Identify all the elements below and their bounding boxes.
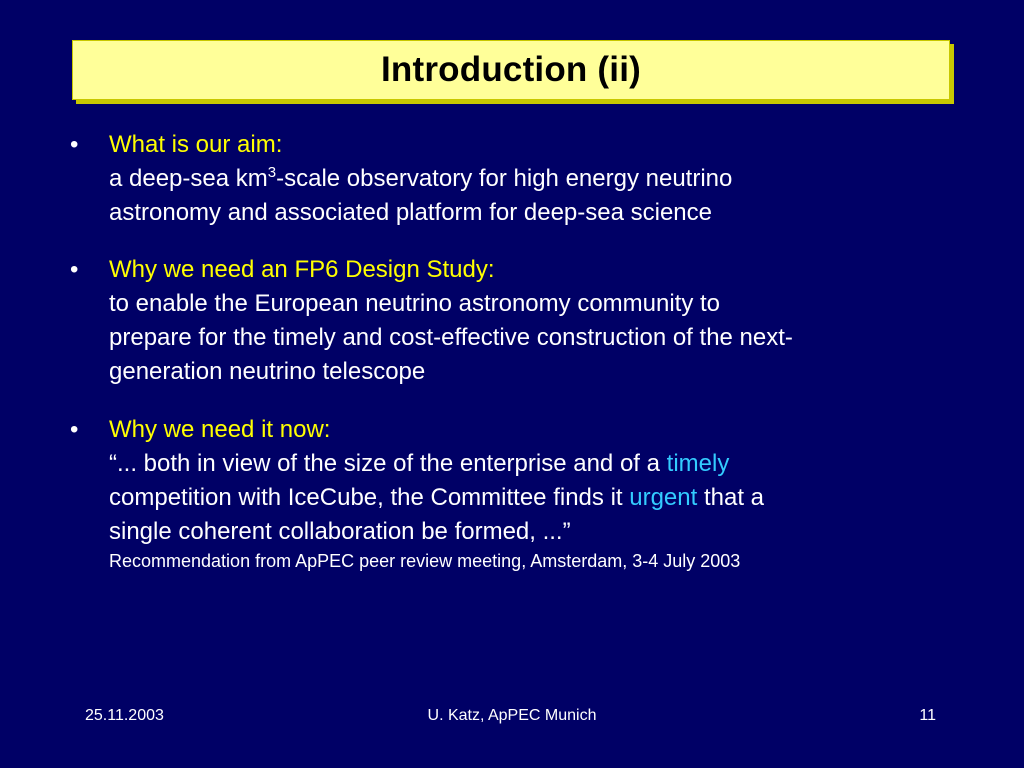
- footer-date: 25.11.2003: [85, 707, 164, 724]
- bullet-dot: •: [70, 131, 79, 158]
- slide-title: Introduction (ii): [380, 50, 641, 89]
- footer-center: U. Katz, ApPEC Munich: [427, 707, 597, 724]
- quote-source: Recommendation from ApPEC peer review meeting, Amsterdam, 3-4 July 2003: [109, 551, 741, 571]
- quote-line: [109, 447, 929, 481]
- bullet-line: [109, 162, 929, 196]
- bullet-line: prepare for the timely and cost-effective construction of the next-: [109, 324, 793, 351]
- accent-word-urgent: urgent: [629, 484, 698, 511]
- quote-line: single coherent collaboration be formed, ...”: [109, 518, 571, 545]
- bullet-text: [109, 253, 929, 389]
- bullet-line: to enable the European neutrino astronomy community to: [109, 290, 721, 317]
- accent-word-timely: timely: [666, 450, 730, 477]
- title-box: [72, 40, 950, 100]
- bullet-text: [109, 413, 929, 573]
- bullet-text: [109, 128, 929, 230]
- text-run: that a: [697, 484, 765, 511]
- footer-page-number: 11: [919, 707, 936, 724]
- text-run: a deep-sea km: [109, 165, 268, 192]
- text-run: “... both in view of the size of the enterprise and of a: [109, 450, 667, 477]
- quote-line: [109, 481, 929, 515]
- bullet-heading: Why we need an FP6 Design Study:: [109, 256, 495, 283]
- bullet-dot: •: [70, 416, 79, 443]
- bullet-line: astronomy and associated platform for deep-sea science: [109, 199, 712, 226]
- bullet-dot: •: [70, 256, 79, 283]
- text-run: competition with IceCube, the Committee finds it: [109, 484, 630, 511]
- text-run: -scale observatory for high energy neutrino: [276, 165, 733, 192]
- bullet-heading: Why we need it now:: [109, 416, 331, 443]
- bullet-heading: What is our aim:: [109, 131, 283, 158]
- superscript: 3: [267, 164, 277, 181]
- bullet-line: generation neutrino telescope: [109, 358, 426, 385]
